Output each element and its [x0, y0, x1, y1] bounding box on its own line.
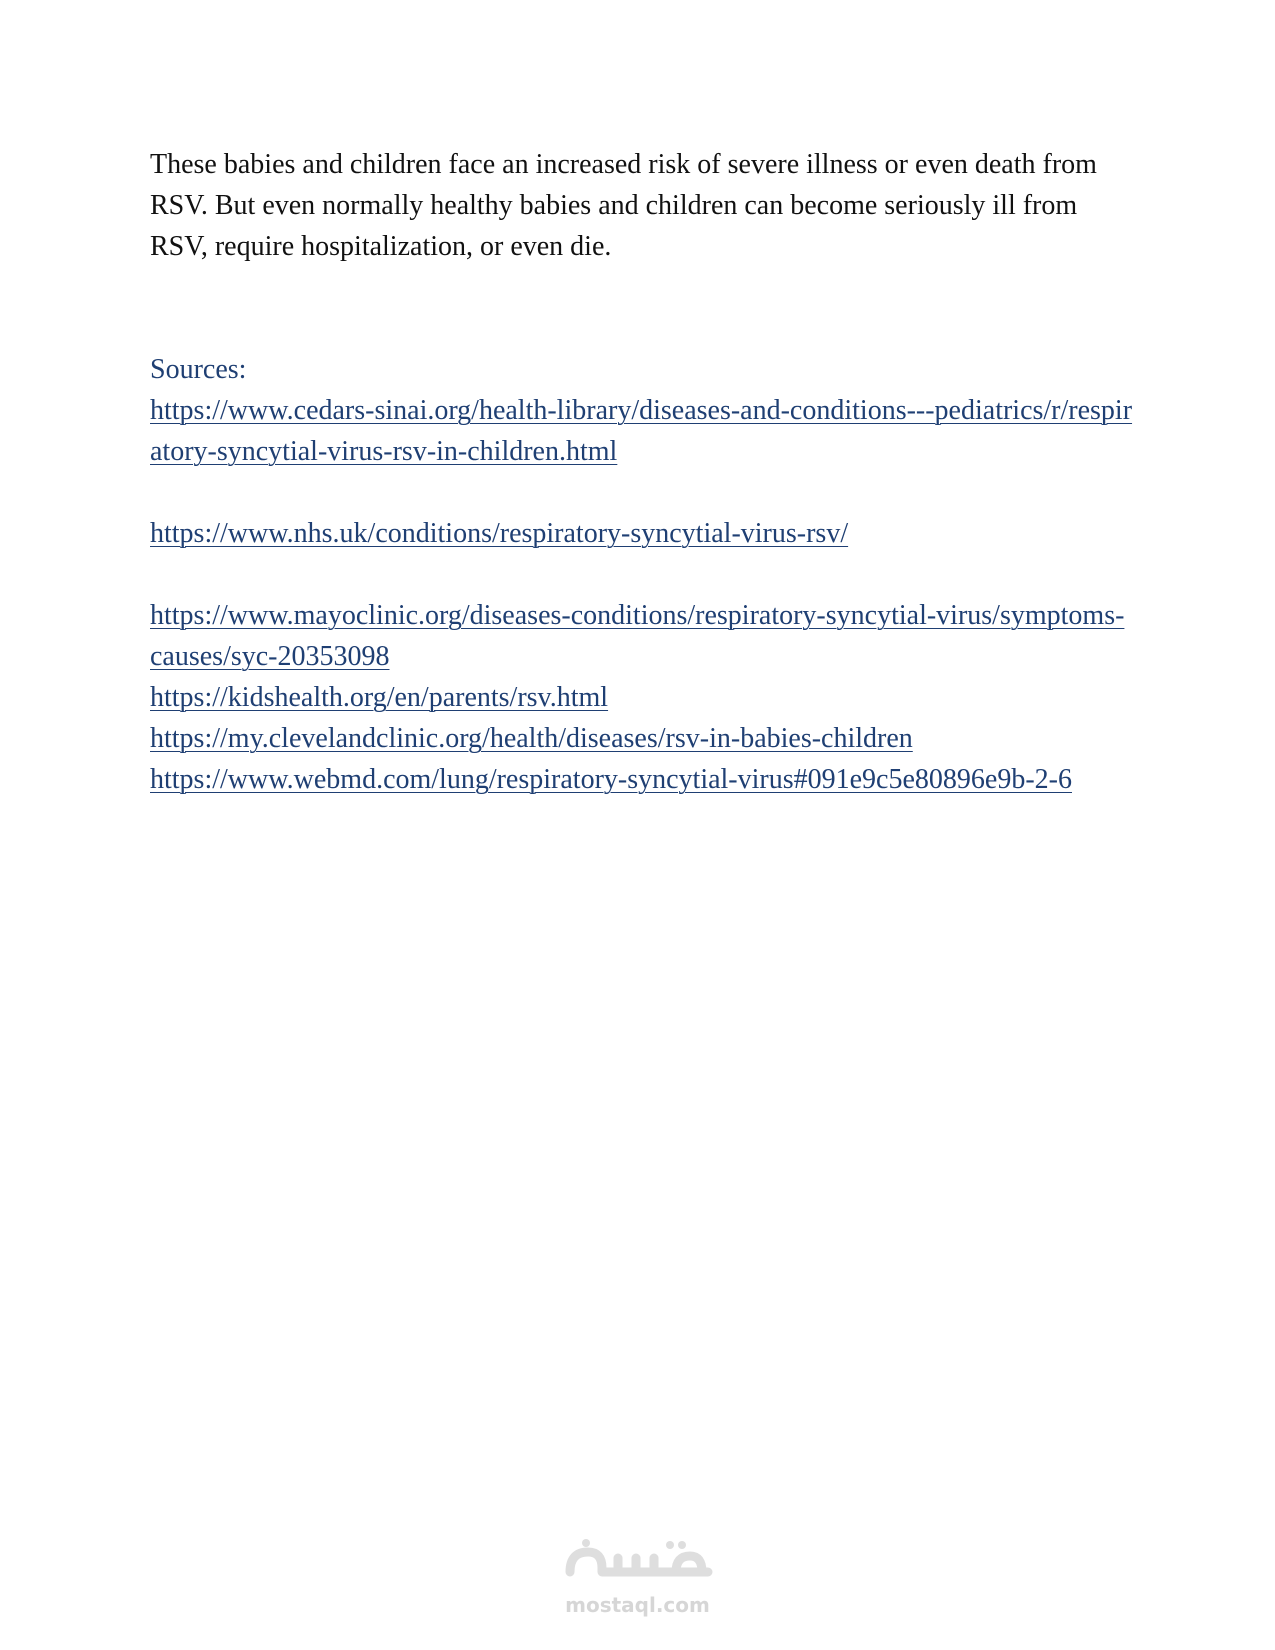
spacer: [150, 554, 1135, 595]
source-link-webmd[interactable]: https://www.webmd.com/lung/respiratory-syncytial-virus#091e9c5e80896e9b-2-6: [150, 764, 1072, 795]
mostaql-watermark: [0, 1538, 1275, 1617]
document-content: [150, 144, 1135, 800]
source-link-kidshealth[interactable]: https://kidshealth.org/en/parents/rsv.html: [150, 682, 609, 713]
watermark-site-text: mostaql.com: [565, 1593, 710, 1617]
source-link-clevelandclinic[interactable]: https://my.clevelandclinic.org/health/diseases/rsv-in-babies-children: [150, 723, 913, 754]
sources-heading: Sources:: [150, 354, 247, 385]
body-paragraph: These babies and children face an increased risk of severe illness or even death from RSV. But even normally healthy babies and children can become seriously ill from RSV, require hospitalization, or even die.: [150, 149, 1097, 262]
sources-section: [150, 349, 1135, 800]
source-link-mayoclinic[interactable]: https://www.mayoclinic.org/diseases-conditions/respiratory-syncytial-virus/symptoms-causes/syc-20353098: [150, 600, 1125, 672]
mostaql-logo-icon: [558, 1538, 718, 1586]
source-link-nhs[interactable]: https://www.nhs.uk/conditions/respiratory-syncytial-virus-rsv/: [150, 518, 849, 549]
source-link-cedars-sinai[interactable]: https://www.cedars-sinai.org/health-library/diseases-and-conditions---pediatrics/r/respiratory-syncytial-virus-rsv-in-children.html: [150, 395, 1133, 467]
spacer: [150, 472, 1135, 513]
